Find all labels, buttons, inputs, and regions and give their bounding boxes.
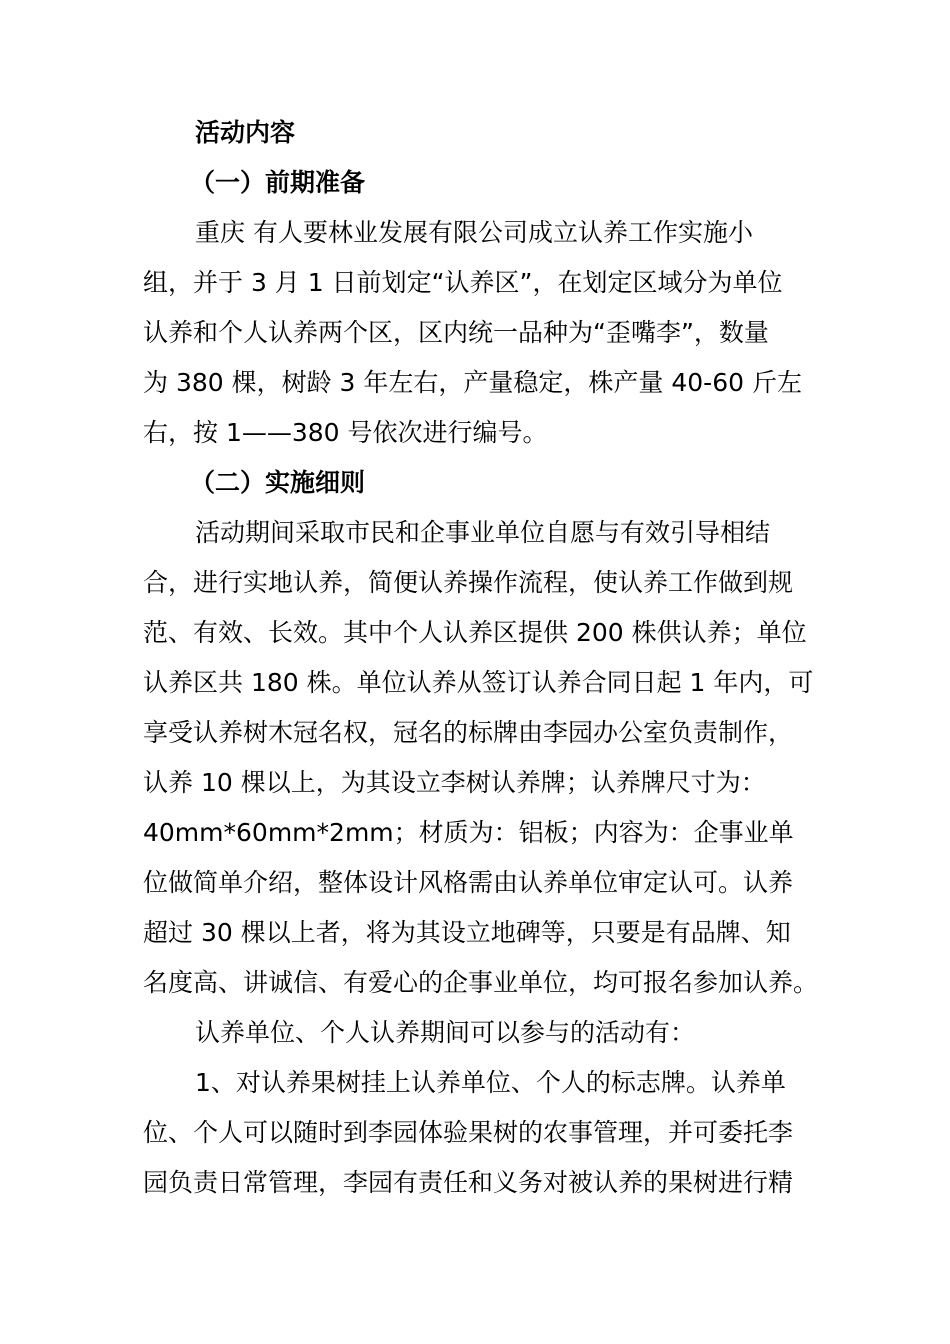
paragraph-line: 享受认养树木冠名权，冠名的标牌由李园办公室负责制作，	[143, 718, 794, 747]
list-item-line: 位、个人可以随时到李园体验果树的农事管理，并可委托李	[143, 1118, 794, 1147]
paragraph-line: 为 380 棵，树龄 3 年左右，产量稳定，株产量 40-60 斤左	[143, 368, 802, 397]
paragraph-line: 认养和个人认养两个区，区内统一品种为“歪嘴李”，数量	[143, 318, 769, 347]
paragraph-line: 名度高、讲诚信、有爱心的企事业单位，均可报名参加认养。	[143, 968, 819, 997]
list-item-line: 园负责日常管理，李园有责任和义务对被认养的果树进行精	[143, 1168, 794, 1197]
subsection-heading-rules: （二）实施细则	[190, 468, 366, 497]
paragraph-line: 范、有效、长效。其中个人认养区提供 200 株供认养；单位	[143, 618, 807, 647]
paragraph-line: 右，按 1——380 号依次进行编号。	[143, 418, 548, 447]
section-title: 活动内容	[195, 118, 296, 147]
document-body	[143, 108, 843, 1208]
paragraph-line: 40mm*60mm*2mm；材质为：铝板；内容为：企事业单	[143, 818, 794, 847]
paragraph-line: 超过 30 棵以上者，将为其设立地碑等，只要是有品牌、知	[143, 918, 791, 947]
paragraph-line: 认养单位、个人认养期间可以参与的活动有：	[195, 1018, 696, 1047]
paragraph-line: 位做简单介绍，整体设计风格需由认养单位审定认可。认养	[143, 868, 794, 897]
paragraph-line: 合，进行实地认养，简便认养操作流程，使认养工作做到规	[143, 568, 794, 597]
paragraph-line: 组，并于 3 月 1 日前划定“认养区”，在划定区域分为单位	[143, 268, 783, 297]
list-item-line: 1、对认养果树挂上认养单位、个人的标志牌。认养单	[195, 1068, 786, 1097]
paragraph-line: 活动期间采取市民和企事业单位自愿与有效引导相结	[195, 518, 771, 547]
paragraph-line: 认养区共 180 株。单位认养从签订认养合同日起 1 年内，可	[143, 668, 814, 697]
subsection-heading-preparation: （一）前期准备	[190, 168, 366, 197]
paragraph-line: 认养 10 棵以上，为其设立李树认养牌；认养牌尺寸为：	[143, 768, 766, 797]
paragraph-line: 重庆 有人要林业发展有限公司成立认养工作实施小	[195, 218, 753, 247]
